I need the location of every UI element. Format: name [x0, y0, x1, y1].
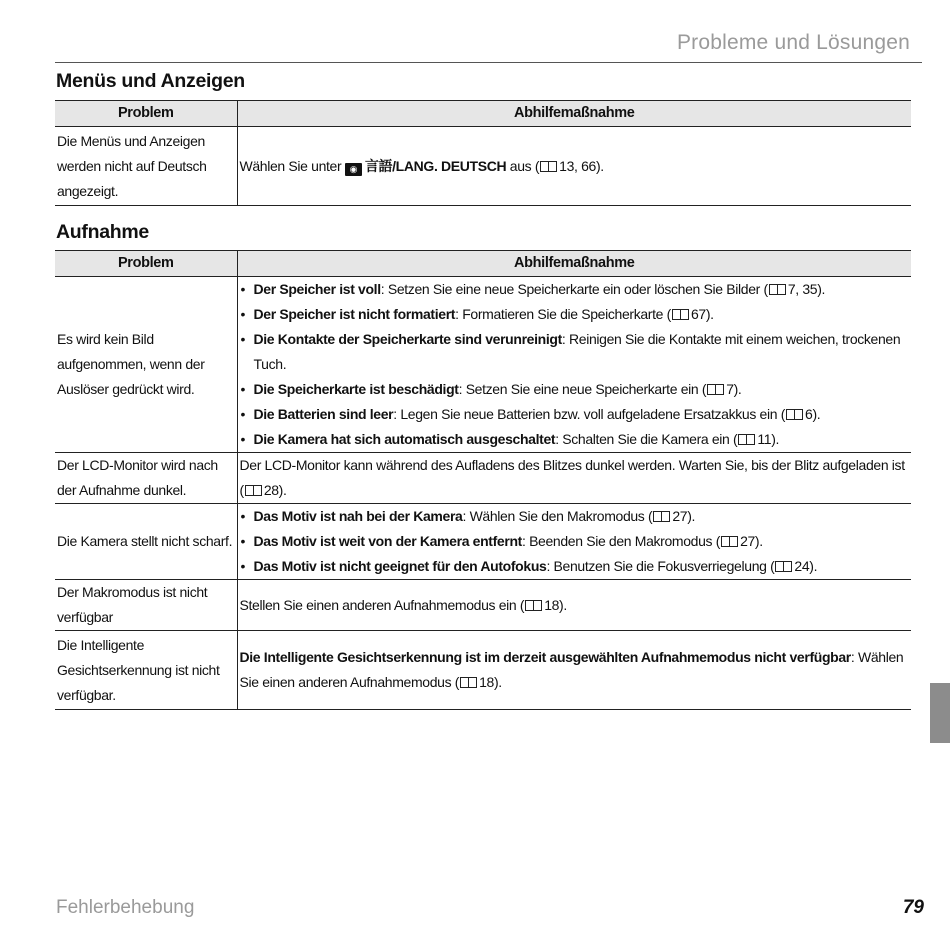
book-icon	[245, 485, 262, 496]
table-row	[55, 580, 911, 631]
running-header: Probleme und Lösungen	[676, 31, 910, 54]
remedy-cell: Stellen Sie einen anderen Aufnahmemodus ein ( 18).	[237, 580, 911, 631]
book-icon	[672, 309, 689, 320]
list-item: • Die Speicherkarte ist beschädigt: Setzen Sie eine neue Speicherkarte ein ( 7).	[240, 377, 910, 402]
col-header-problem: Problem	[55, 101, 237, 127]
table-row	[55, 127, 911, 206]
list-item: • Das Motiv ist weit von der Kamera entfernt: Beenden Sie den Makromodus ( 27).	[240, 529, 910, 554]
book-icon	[460, 677, 477, 688]
menu-path: 言語/LANG. DEUTSCH	[364, 157, 507, 174]
menus-table	[55, 100, 911, 206]
remedy-cell	[237, 277, 911, 453]
table-row	[55, 277, 911, 453]
section-title-menus: Menüs und Anzeigen	[56, 70, 245, 92]
aufnahme-table	[55, 250, 911, 710]
book-icon	[540, 161, 557, 172]
list-item: • Die Batterien sind leer: Legen Sie neue Batterien bzw. voll aufgeladene Ersatzakkus ein ( 6).	[240, 402, 910, 427]
problem-cell: Der LCD-Monitor wird nach der Aufnahme dunkel.	[55, 453, 237, 504]
list-item: • Der Speicher ist voll: Setzen Sie eine neue Speicherkarte ein oder löschen Sie Bilder ( 7, 35).	[240, 277, 910, 302]
col-header-problem: Problem	[55, 251, 237, 277]
remedy-cell	[237, 127, 911, 206]
remedy-list	[240, 504, 910, 579]
table-row	[55, 631, 911, 710]
problem-cell: Die Intelligente Gesichtserkennung ist nicht verfügbar.	[55, 631, 237, 710]
remedy-list	[240, 277, 910, 452]
problem-cell: Es wird kein Bild aufgenommen, wenn der Auslöser gedrückt wird.	[55, 277, 237, 453]
list-item: • Der Speicher ist nicht formatiert: Formatieren Sie die Speicherkarte ( 67).	[240, 302, 910, 327]
footer-chapter: Fehlerbehebung	[56, 897, 195, 918]
book-icon	[653, 511, 670, 522]
setup-menu-icon: ◉	[345, 163, 362, 176]
list-item: • Die Kamera hat sich automatisch ausgeschaltet: Schalten Sie die Kamera ein ( 11).	[240, 427, 910, 452]
problem-cell: Der Makromodus ist nicht verfügbar	[55, 580, 237, 631]
page-ref: 13, 66).	[559, 157, 604, 174]
remedy-text: aus (	[509, 157, 540, 174]
book-icon	[786, 409, 803, 420]
remedy-text: Wählen Sie unter	[239, 157, 342, 174]
book-icon	[525, 600, 542, 611]
list-item: • Die Kontakte der Speicherkarte sind verunreinigt: Reinigen Sie die Kontakte mit einem weichen, trockenen Tuch.	[240, 327, 910, 377]
chapter-thumb-tab	[930, 683, 950, 743]
remedy-cell: Die Intelligente Gesichtserkennung ist im derzeit ausgewählten Aufnahmemodus nicht verfügbar: Wählen Sie einen anderen Aufnahmemodus ( 18).	[237, 631, 911, 710]
list-item: • Das Motiv ist nicht geeignet für den Autofokus: Benutzen Sie die Fokusverriegelung ( 24).	[240, 554, 910, 579]
book-icon	[775, 561, 792, 572]
remedy-cell	[237, 504, 911, 580]
book-icon	[721, 536, 738, 547]
col-header-remedy: Abhilfemaßnahme	[237, 251, 911, 277]
table-row	[55, 453, 911, 504]
header-rule	[55, 62, 922, 63]
book-icon	[738, 434, 755, 445]
remedy-cell: Der LCD-Monitor kann während des Aufladens des Blitzes dunkel werden. Warten Sie, bis der Blitz aufgeladen ist ( 28).	[237, 453, 911, 504]
list-item: • Das Motiv ist nah bei der Kamera: Wählen Sie den Makromodus ( 27).	[240, 504, 910, 529]
book-icon	[769, 284, 786, 295]
col-header-remedy: Abhilfemaßnahme	[237, 101, 911, 127]
section-title-aufnahme: Aufnahme	[56, 221, 149, 243]
problem-cell: Die Menüs und Anzeigen werden nicht auf Deutsch angezeigt.	[55, 127, 237, 206]
problem-cell: Die Kamera stellt nicht scharf.	[55, 504, 237, 580]
page-number: 79	[902, 897, 924, 918]
book-icon	[707, 384, 724, 395]
table-row	[55, 504, 911, 580]
